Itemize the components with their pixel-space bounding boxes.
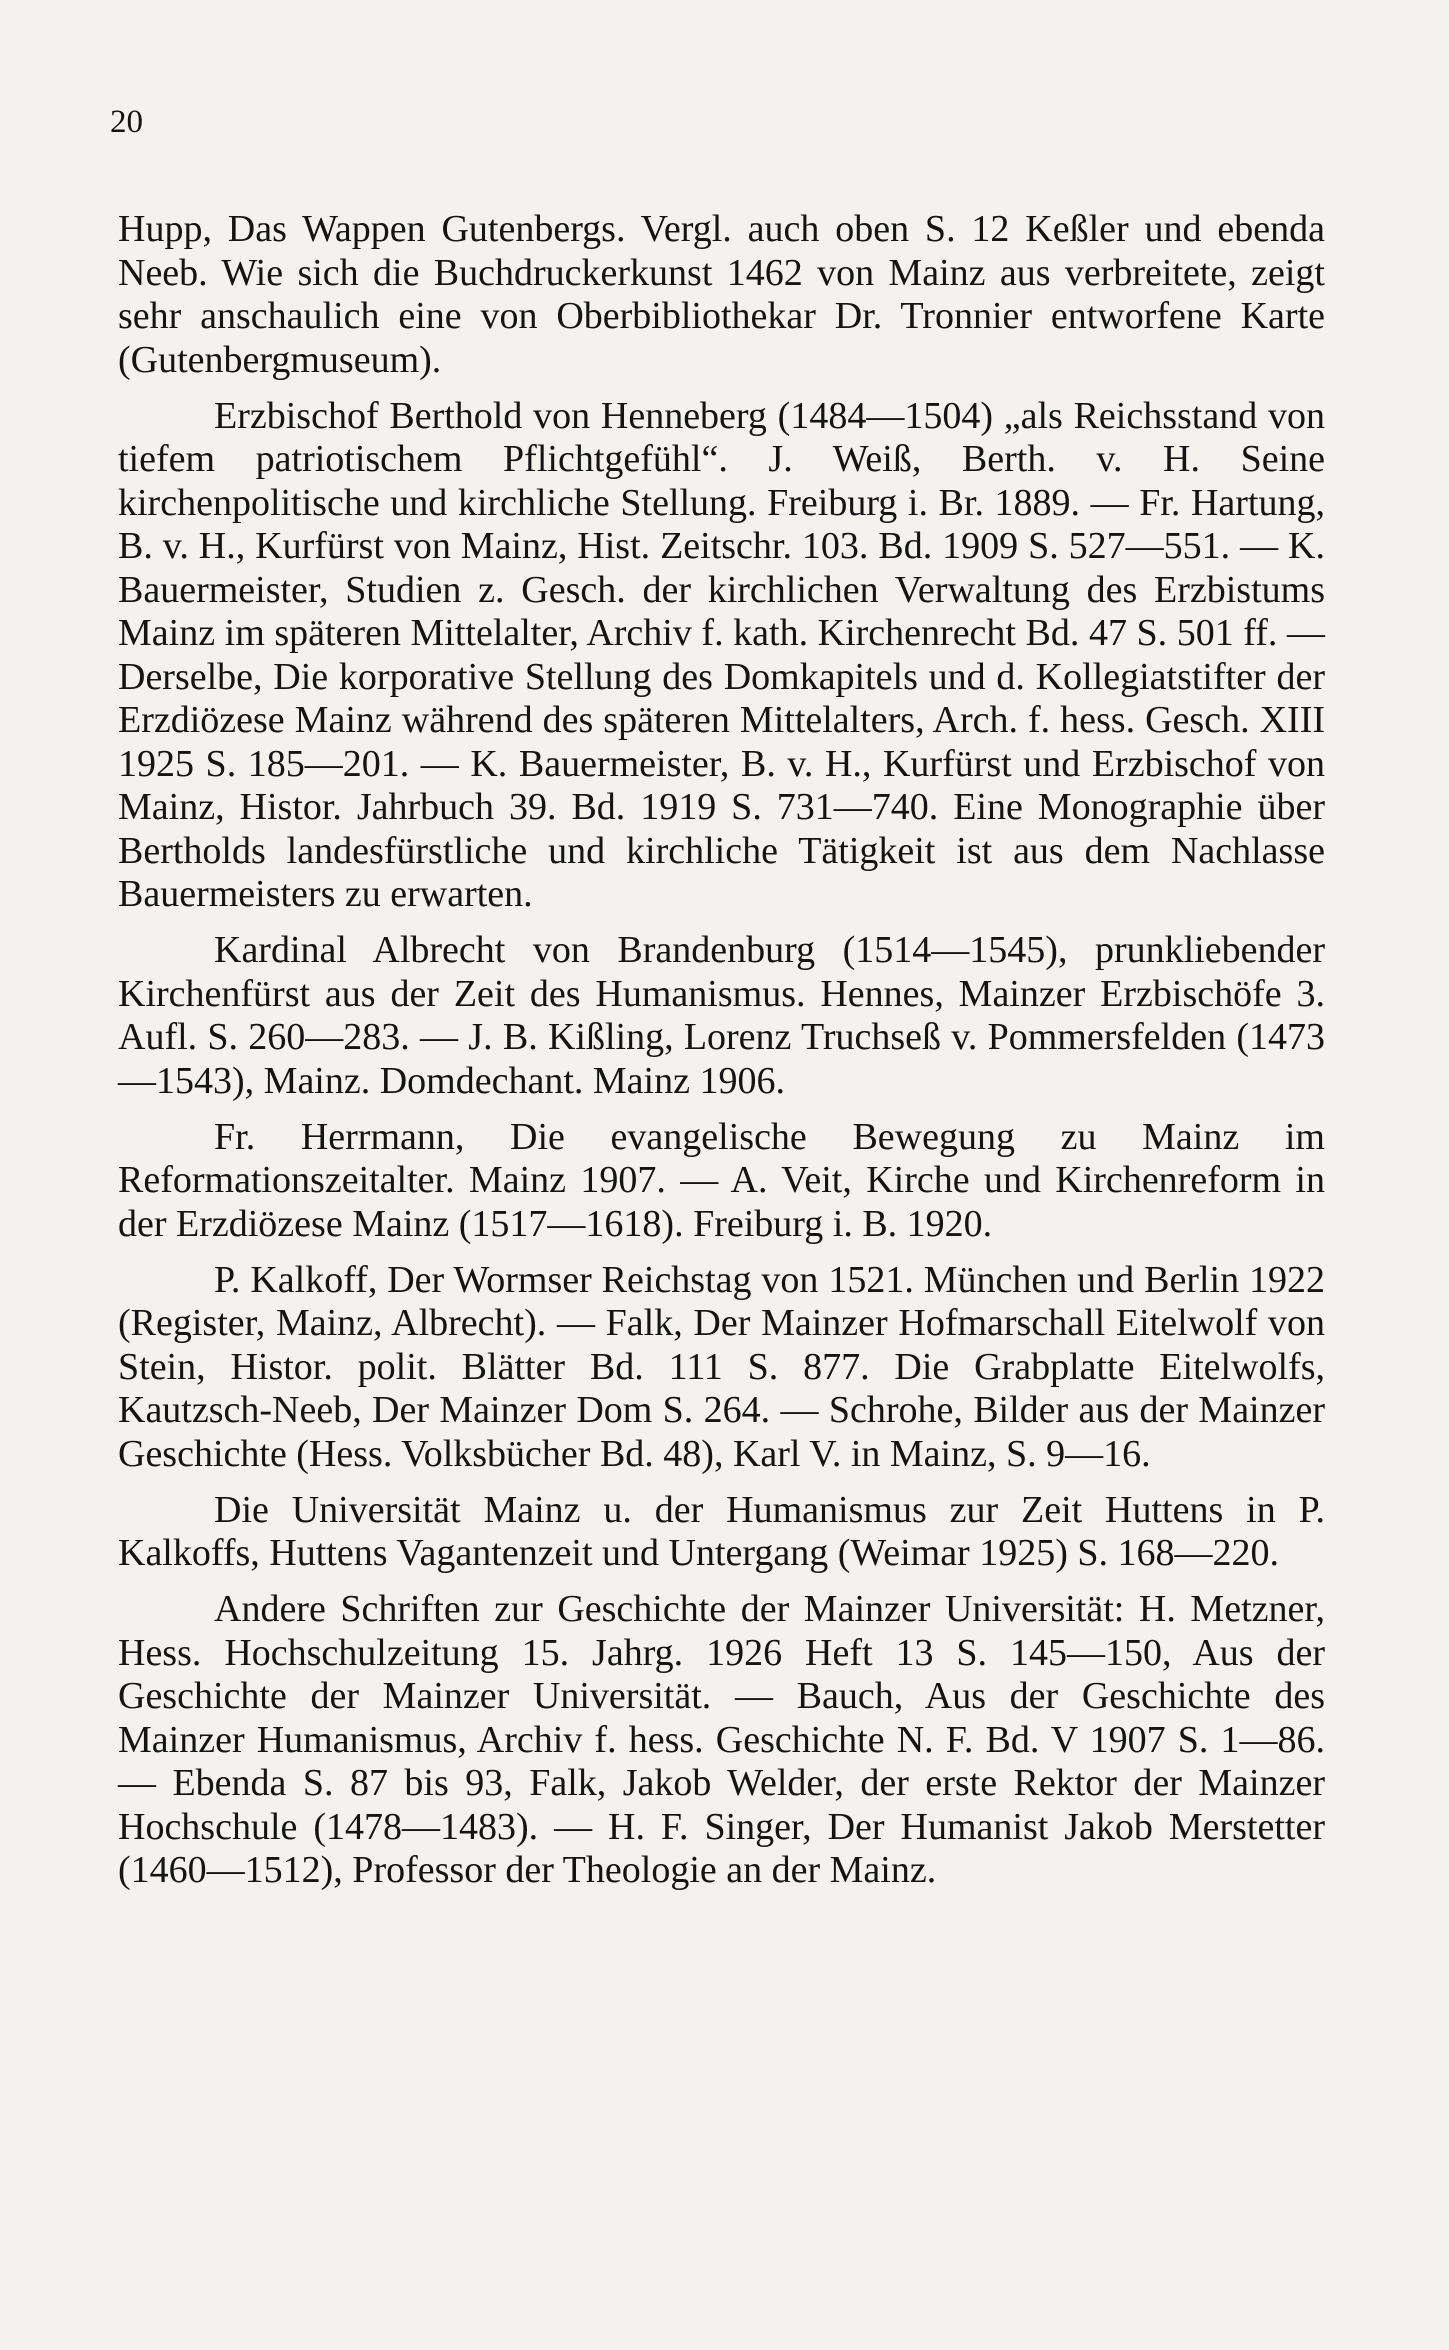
paragraph-universitaet-humanismus: Die Universität Mainz u. der Humanismus zur Zeit Huttens in P. Kalkoffs, Huttens Vagantenzeit und Untergang (Weimar 1925) S. 168—220. [118,1488,1325,1575]
body-text [118,208,1325,1905]
paragraph-berthold-von-henneberg: Erzbischof Berthold von Henneberg (1484—1504) „als Reichsstand von tiefem patriotischem Pflichtgefühl“. J. Weiß, Berth. v. H. Seine kirchenpolitische und kirchliche Stellung. Freiburg i. Br. 1889. — Fr. Hartung, B. v. H., Kurfürst von Mainz, Hist. Zeitschr. 103. Bd. 1909 S. 527—551. — K. Bauermeister, Studien z. Gesch. der kirchlichen Verwaltung des Erzbistums Mainz im späteren Mittelalter, Archiv f. kath. Kirchenrecht Bd. 47 S. 501 ff. — Derselbe, Die korporative Stellung des Domkapitels und d. Kollegiatstifter der Erzdiözese Mainz während des späteren Mittelalters, Arch. f. hess. Gesch. XIII 1925 S. 185—201. — K. Bauermeister, B. v. H., Kurfürst und Erzbischof von Mainz, Histor. Jahrbuch 39. Bd. 1919 S. 731—740. Eine Monographie über Bertholds landesfürstliche und kirchliche Tätigkeit ist aus dem Nachlasse Bauermeisters zu erwarten. [118,394,1325,916]
paragraph-andere-schriften: Andere Schriften zur Geschichte der Mainzer Universität: H. Metzner, Hess. Hochschulzeitung 15. Jahrg. 1926 Heft 13 S. 145—150, Aus der Geschichte der Mainzer Universität. — Bauch, Aus der Geschichte des Mainzer Humanismus, Archiv f. hess. Geschichte N. F. Bd. V 1907 S. 1—86. — Ebenda S. 87 bis 93, Falk, Jakob Welder, der erste Rektor der Mainzer Hochschule (1478—1483). — H. F. Singer, Der Humanist Jakob Merstetter (1460—1512), Professor der Theologie an der Mainz. [118,1588,1325,1892]
paragraph-evangelische-bewegung: Fr. Herrmann, Die evangelische Bewegung zu Mainz im Reformationszeitalter. Mainz 1907. — A. Veit, Kirche und Kirchenreform in der Erzdiözese Mainz (1517—1618). Freiburg i. B. 1920. [118,1115,1325,1245]
page-number: 20 [110,104,143,140]
paragraph-gutenberg-map: Hupp, Das Wappen Gutenbergs. Vergl. auch oben S. 12 Keßler und ebenda Neeb. Wie sich die Buchdruckerkunst 1462 von Mainz aus verbreitete, zeigt sehr anschaulich eine von Oberbibliothekar Dr. Tronnier entworfene Karte (Gutenbergmuseum). [118,208,1325,381]
paragraph-kardinal-albrecht: Kardinal Albrecht von Brandenburg (1514—1545), prunkliebender Kirchenfürst aus der Zeit des Humanismus. Hennes, Mainzer Erzbischöfe 3. Aufl. S. 260—283. — J. B. Kißling, Lorenz Truchseß v. Pommersfelden (1473—1543), Mainz. Domdechant. Mainz 1906. [118,929,1325,1102]
paragraph-wormser-reichstag: P. Kalkoff, Der Wormser Reichstag von 1521. München und Berlin 1922 (Register, Mainz, Albrecht). — Falk, Der Mainzer Hofmarschall Eitelwolf von Stein, Histor. polit. Blätter Bd. 111 S. 877. Die Grabplatte Eitelwolfs, Kautzsch-Neeb, Der Mainzer Dom S. 264. — Schrohe, Bilder aus der Mainzer Geschichte (Hess. Volksbücher Bd. 48), Karl V. in Mainz, S. 9—16. [118,1258,1325,1475]
